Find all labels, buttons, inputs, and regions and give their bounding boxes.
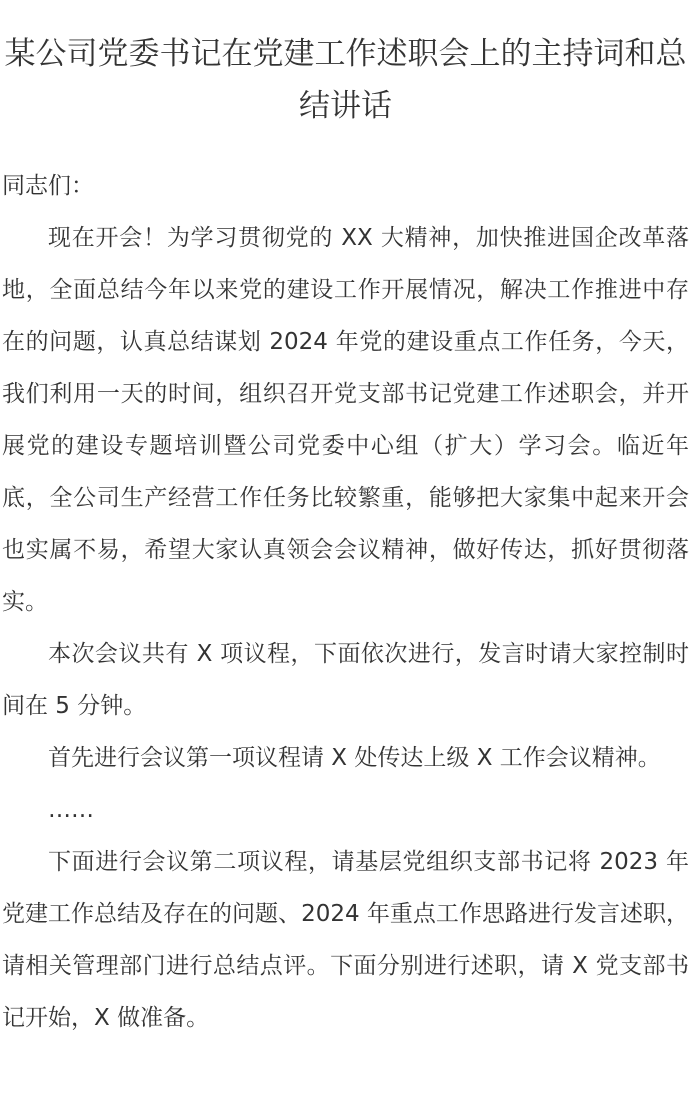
salutation: 同志们： [2,173,94,199]
paragraph-second-item: 下面进行会议第二项议程，请基层党组织支部书记将 2023 年党建工作总结及存在的问题、2024 年重点工作思路进行发言述职，请相关管理部门进行总结点评。下面分别进行述职，请 X 党支部书记开始，X 做准备。 [2,849,689,1031]
paragraph-first-item: 首先进行会议第一项议程请 X 处传达上级 X 工作会议精神。 [48,745,661,771]
document-body [2,160,689,1044]
paragraph-ellipsis: …… [48,797,94,823]
paragraph-agenda: 本次会议共有 X 项议程，下面依次进行，发言时请大家控制时间在 5 分钟。 [2,641,689,719]
document-title: 某公司党委书记在党建工作述职会上的主持词和总结讲话 [4,36,687,124]
paragraph-opening: 现在开会！为学习贯彻党的 XX 大精神，加快推进国企改革落地，全面总结今年以来党的建设工作开展情况，解决工作推进中存在的问题，认真总结谋划 2024 年党的建设重点工作任务，今天，我们利用一天的时间，组织召开党支部书记党建工作述职会，并开展党的建设专题培训暨公司党委中心组（扩大）学习会。临近年底，全公司生产经营工作任务比较繁重，能够把大家集中起来开会也实属不易，希望大家认真领会会议精神，做好传达，抓好贯彻落实。 [2,225,689,615]
